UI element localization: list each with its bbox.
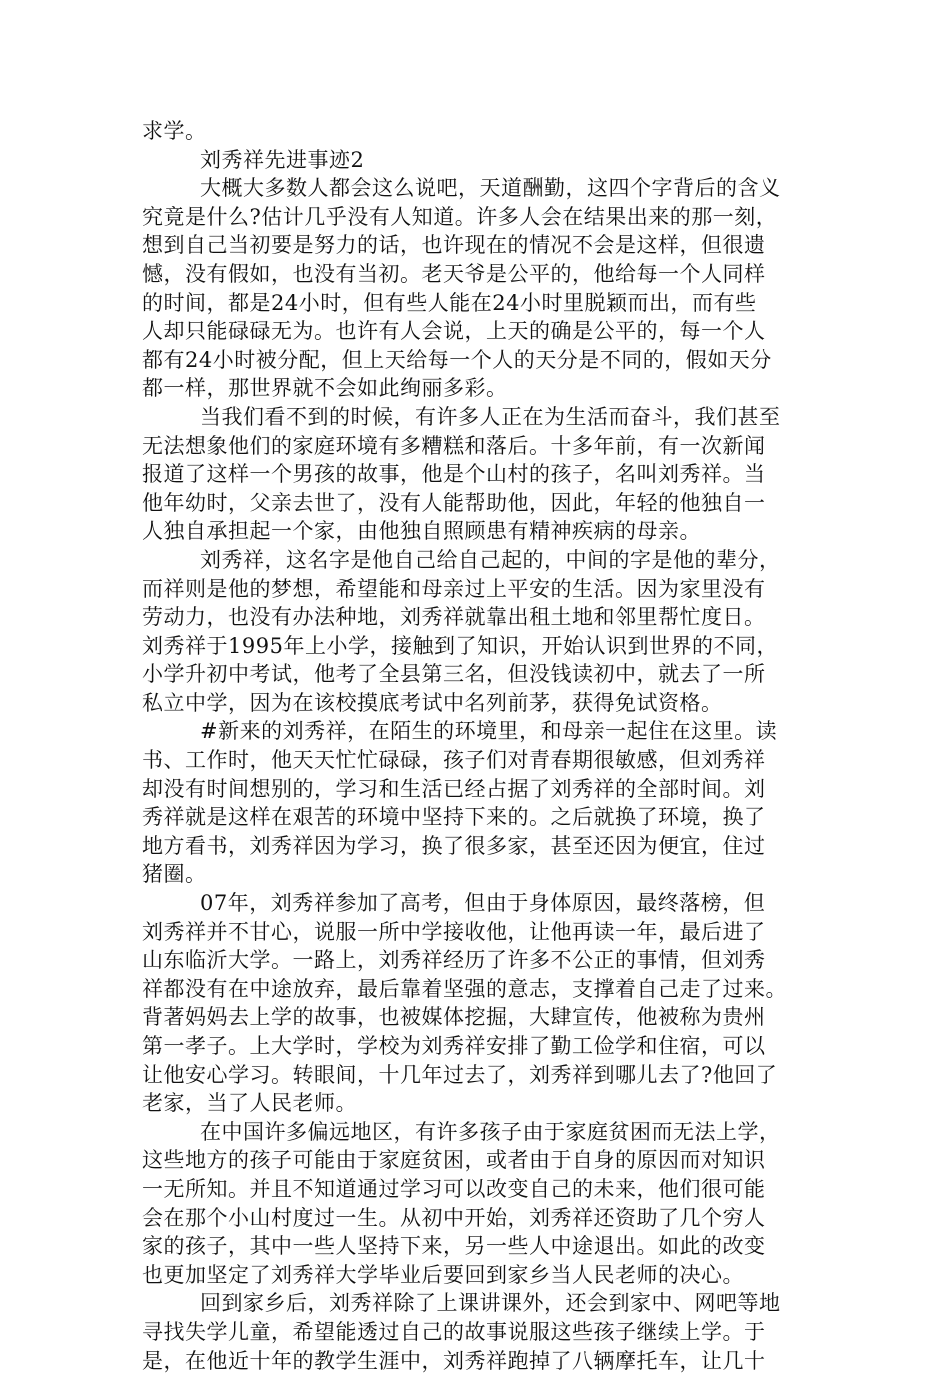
- text-line: 却没有时间想别的，学习和生活已经占据了刘秀祥的全部时间。刘: [142, 776, 766, 801]
- document-body: [142, 117, 812, 1375]
- text-line: 的时间，都是24小时，但有些人能在24小时里脱颖而出，而有些: [142, 290, 757, 315]
- text-line: 求学。: [142, 119, 207, 143]
- text-line: 究竟是什么?估计几乎没有人知道。许多人会在结果出来的那一刻，: [142, 204, 778, 229]
- text-line: 让他安心学习。转眼间，十几年过去了，刘秀祥到哪儿去了?他回了: [142, 1062, 778, 1087]
- text-line: 家的孩子，其中一些人坚持下来，另一些人中途退出。如此的改变: [142, 1234, 766, 1259]
- text-line: 书、工作时，他天天忙忙碌碌，孩子们对青春期很敏感，但刘秀祥: [142, 748, 766, 773]
- text-line: 刘秀祥，这名字是他自己给自己起的，中间的字是他的辈分，: [200, 547, 781, 572]
- text-line: 猪圈。: [142, 862, 207, 887]
- text-line: 山东临沂大学。一路上，刘秀祥经历了许多不公正的事情，但刘秀: [142, 948, 766, 973]
- text-line: 憾，没有假如，也没有当初。老天爷是公平的，他给每一个人同样: [142, 261, 766, 286]
- section-title: 刘秀祥先进事迹2: [200, 147, 365, 172]
- text-line: 地方看书，刘秀祥因为学习，换了很多家，甚至还因为便宜，住过: [142, 833, 766, 858]
- text-line: 无法想象他们的家庭环境有多糟糕和落后。十多年前，有一次新闻: [142, 433, 766, 458]
- text-line: 会在那个小山村度过一生。从初中开始，刘秀祥还资助了几个穷人: [142, 1205, 766, 1230]
- text-line: 祥都没有在中途放弃，最后靠着坚强的意志，支撑着自己走了过来。: [142, 976, 787, 1001]
- text-line: 报道了这样一个男孩的故事，他是个山村的孩子，名叫刘秀祥。当: [142, 462, 766, 487]
- text-line: 一无所知。并且不知道通过学习可以改变自己的未来，他们很可能: [142, 1176, 766, 1201]
- text-line: 秀祥就是这样在艰苦的环境中坚持下来的。之后就换了环境，换了: [142, 805, 766, 830]
- text-line: 都一样，那世界就不会如此绚丽多彩。: [142, 376, 508, 401]
- text-line: 背著妈妈去上学的故事，也被媒体挖掘，大肆宣传，他被称为贵州: [142, 1005, 766, 1030]
- text-line: 小学升初中考试，他考了全县第三名，但没钱读初中，就去了一所: [142, 662, 766, 687]
- text-line: #新来的刘秀祥，在陌生的环境里，和母亲一起住在这里。读: [200, 719, 778, 744]
- text-line: 想到自己当初要是努力的话，也许现在的情况不会是这样，但很遗: [142, 233, 766, 258]
- text-line: 第一孝子。上大学时，学校为刘秀祥安排了勤工俭学和住宿，可以: [142, 1034, 766, 1058]
- text-line: 都有24小时被分配，但上天给每一个人的天分是不同的，假如天分: [142, 347, 772, 372]
- text-line: 刘秀祥并不甘心，说服一所中学接收他，让他再读一年，最后进了: [142, 919, 766, 944]
- text-line: 私立中学，因为在该校摸底考试中名列前茅，获得免试资格。: [142, 690, 723, 715]
- text-line: 当我们看不到的时候，有许多人正在为生活而奋斗，我们甚至: [200, 404, 781, 429]
- text-line: 而祥则是他的梦想，希望能和母亲过上平安的生活。因为家里没有: [142, 576, 766, 601]
- text-line: 劳动力，也没有办法种地，刘秀祥就靠出租土地和邻里帮忙度日。: [142, 605, 766, 630]
- text-line: 刘秀祥于1995年上小学，接触到了知识，开始认识到世界的不同，: [142, 633, 778, 658]
- text-line: 人独自承担起一个家，由他独自照顾患有精神疾病的母亲。: [142, 519, 701, 544]
- text-line: 他年幼时，父亲去世了，没有人能帮助他，因此，年轻的他独自一: [142, 490, 766, 515]
- text-line: 大概大多数人都会这么说吧，天道酬勤，这四个字背后的含义: [200, 176, 781, 201]
- text-line: 07年，刘秀祥参加了高考，但由于身体原因，最终落榜，但: [200, 891, 766, 916]
- text-line: 寻找失学儿童，希望能透过自己的故事说服这些孩子继续上学。于: [142, 1319, 766, 1344]
- text-line: 老家，当了人民老师。: [142, 1091, 357, 1116]
- text-line: 在中国许多偏远地区，有许多孩子由于家庭贫困而无法上学，: [200, 1119, 781, 1144]
- text-line: 是，在他近十年的教学生涯中，刘秀祥跑掉了八辆摩托车，让几十: [142, 1348, 766, 1373]
- text-line: 人却只能碌碌无为。也许有人会说，上天的确是公平的，每一个人: [142, 319, 766, 344]
- text-line: 也更加坚定了刘秀祥大学毕业后要回到家乡当人民老师的决心。: [142, 1262, 744, 1287]
- text-line: 回到家乡后，刘秀祥除了上课讲课外，还会到家中、网吧等地: [200, 1291, 781, 1316]
- text-line: 这些地方的孩子可能由于家庭贫困，或者由于自身的原因而对知识: [142, 1148, 766, 1173]
